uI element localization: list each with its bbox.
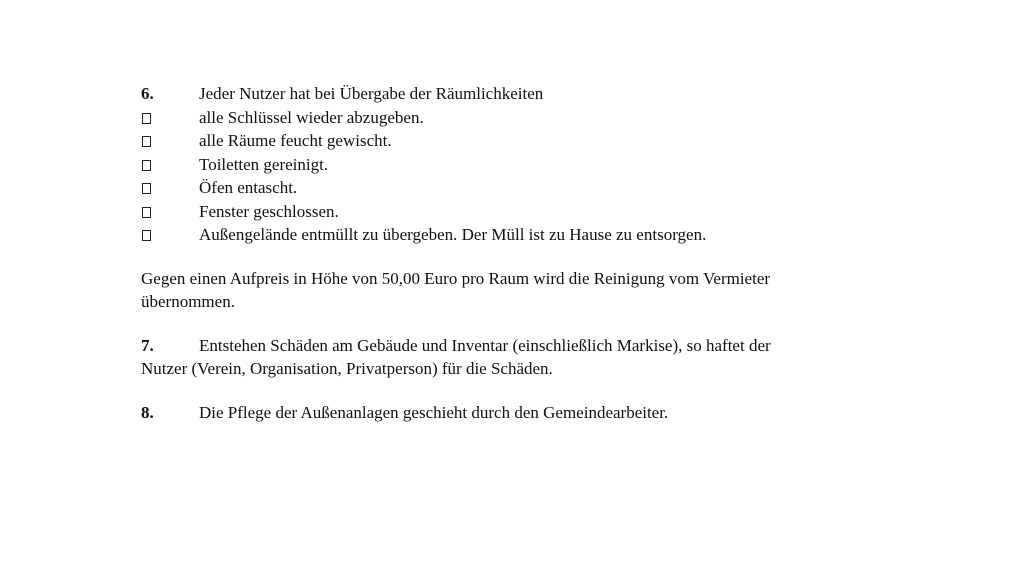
checklist-item-label: alle Räume feucht gewischt.: [199, 131, 392, 150]
section-8-number: 8.: [141, 402, 154, 422]
checkbox-icon: [142, 136, 151, 147]
section-6-heading: [141, 82, 901, 106]
checklist-item: [141, 106, 901, 130]
checklist-item: [141, 176, 901, 200]
cleaning-surcharge-note: [141, 267, 901, 314]
section-8-text: Die Pflege der Außenanlagen geschieht durch den Gemeindearbeiter.: [199, 402, 669, 422]
checklist-item: [141, 223, 901, 247]
document-page: [141, 82, 901, 424]
checkbox-icon: [142, 207, 151, 218]
checklist-item: [141, 153, 901, 177]
section-7-line-1: Entstehen Schäden am Gebäude und Inventar (einschließlich Markise), so haftet der: [199, 335, 771, 355]
checklist-item: [141, 200, 901, 224]
checkbox-icon: [142, 183, 151, 194]
checklist-item-label: Fenster geschlossen.: [199, 201, 339, 221]
checklist-item-label: Toiletten gereinigt.: [199, 154, 329, 174]
section-6-intro: Jeder Nutzer hat bei Übergabe der Räumlichkeiten: [199, 84, 544, 103]
section-7: [141, 334, 901, 381]
section-7-line-2: Nutzer (Verein, Organisation, Privatperson) für die Schäden.: [141, 359, 553, 378]
checklist-item-label: Öfen entascht.: [199, 178, 298, 197]
note-line-2: übernommen.: [141, 292, 235, 311]
note-line-1: Gegen einen Aufpreis in Höhe von 50,00 Euro pro Raum wird die Reinigung vom Vermieter: [141, 268, 771, 288]
checkbox-icon: [142, 160, 151, 171]
checkbox-icon: [142, 113, 151, 124]
section-6-number: 6.: [141, 84, 154, 103]
checklist-item-label: Außengelände entmüllt zu übergeben. Der Müll ist zu Hause zu entsorgen.: [199, 225, 707, 244]
checkbox-icon: [142, 230, 151, 241]
checklist-item-label: alle Schlüssel wieder abzugeben.: [199, 107, 424, 127]
section-7-number: 7.: [141, 335, 154, 355]
section-8: [141, 401, 901, 425]
checklist-item: [141, 129, 901, 153]
